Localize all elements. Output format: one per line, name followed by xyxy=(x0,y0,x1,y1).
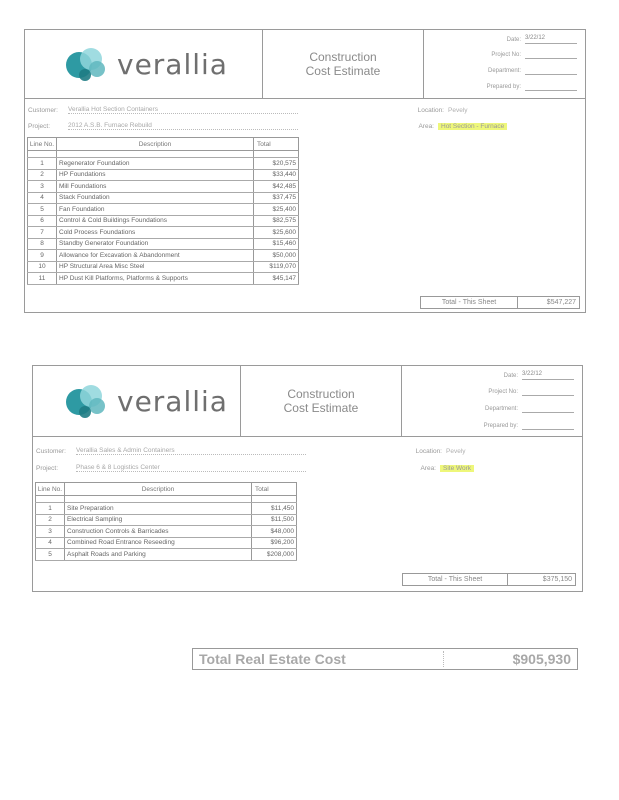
project-no-line xyxy=(458,387,574,396)
area-label: Area: xyxy=(420,464,436,472)
row-no: 3 xyxy=(36,526,65,538)
row-total: $48,000 xyxy=(252,526,297,538)
project-label: Project: xyxy=(28,122,51,130)
row-no: 7 xyxy=(28,227,57,239)
row-total: $11,500 xyxy=(252,514,297,526)
title-line-2: Cost Estimate xyxy=(283,401,359,415)
table-row xyxy=(36,537,297,549)
row-no: 4 xyxy=(36,537,65,549)
row-total: $82,575 xyxy=(254,215,299,227)
row-total: $208,000 xyxy=(252,549,297,561)
logo-cell xyxy=(33,366,241,436)
row-desc: Stack Foundation xyxy=(57,192,254,204)
row-no: 1 xyxy=(28,158,57,170)
row-desc: Mill Foundations xyxy=(57,181,254,193)
logo-cell xyxy=(25,30,263,98)
row-total: $37,475 xyxy=(254,192,299,204)
title-line-1: Construction xyxy=(309,50,377,64)
row-total: $96,200 xyxy=(252,537,297,549)
col-total: Total xyxy=(254,138,299,151)
customer-row xyxy=(33,444,582,458)
project-no-value xyxy=(525,50,577,59)
department-value xyxy=(525,66,577,75)
prepared-by-label: Prepared by: xyxy=(486,83,521,90)
verallia-logo xyxy=(63,382,228,420)
row-desc: Standby Generator Foundation xyxy=(57,238,254,250)
logo-bubbles-icon xyxy=(63,382,111,420)
form-header xyxy=(25,30,585,99)
customer-value: Verallia Hot Section Containers xyxy=(68,106,298,114)
sheet-total-box xyxy=(402,573,576,586)
brand-name: verallia xyxy=(117,384,228,418)
customer-label: Customer: xyxy=(36,447,66,455)
meta-cell xyxy=(402,366,582,436)
prepared-by-line xyxy=(461,82,577,91)
area-value: Hot Section - Furnace xyxy=(438,123,507,130)
row-no: 4 xyxy=(28,192,57,204)
sheet-total-value: $375,150 xyxy=(542,576,572,583)
department-label: Department: xyxy=(484,405,518,412)
meta-cell xyxy=(424,30,585,98)
line-items-table xyxy=(35,482,297,561)
table-row xyxy=(28,273,299,285)
project-row xyxy=(33,461,582,475)
row-total: $42,485 xyxy=(254,181,299,193)
row-desc: Allowance for Excavation & Abandonment xyxy=(57,250,254,262)
row-no: 11 xyxy=(28,273,57,285)
row-desc: Control & Cold Buildings Foundations xyxy=(57,215,254,227)
brand-name: verallia xyxy=(117,47,228,81)
row-no: 10 xyxy=(28,261,57,273)
row-desc: Construction Controls & Barricades xyxy=(65,526,252,538)
title-line-1: Construction xyxy=(287,387,355,401)
estimate-form-1 xyxy=(24,29,586,313)
verallia-logo xyxy=(63,45,228,83)
row-desc: HP Structural Area Misc Steel xyxy=(57,261,254,273)
row-total: $119,070 xyxy=(254,261,299,273)
department-value xyxy=(522,404,574,413)
department-line xyxy=(458,404,574,413)
estimate-form-2 xyxy=(32,365,583,592)
row-desc: Cold Process Foundations xyxy=(57,227,254,239)
line-items-table xyxy=(27,137,299,285)
row-desc: Combined Road Entrance Reseeding xyxy=(65,537,252,549)
row-total: $45,147 xyxy=(254,273,299,285)
prepared-by-line xyxy=(458,421,574,430)
table-row xyxy=(28,227,299,239)
sheet-total-label: Total - This Sheet xyxy=(403,574,508,585)
row-total: $11,450 xyxy=(252,503,297,515)
table-row xyxy=(28,204,299,216)
table-row xyxy=(36,549,297,561)
row-total: $50,000 xyxy=(254,250,299,262)
row-no: 9 xyxy=(28,250,57,262)
form-header xyxy=(33,366,582,437)
row-no: 5 xyxy=(36,549,65,561)
project-no-label: Project No: xyxy=(488,388,518,395)
customer-row xyxy=(25,103,585,117)
row-no: 2 xyxy=(28,169,57,181)
department-label: Department: xyxy=(487,67,521,74)
table-header xyxy=(36,483,297,496)
table-row xyxy=(28,192,299,204)
date-value: 3/22/12 xyxy=(525,35,577,44)
col-total: Total xyxy=(252,483,297,496)
col-line-no: Line No. xyxy=(36,483,65,496)
table-row xyxy=(28,250,299,262)
col-description: Description xyxy=(65,483,252,496)
row-total: $33,440 xyxy=(254,169,299,181)
prepared-by-value xyxy=(525,82,577,91)
row-desc: Regenerator Foundation xyxy=(57,158,254,170)
prepared-by-label: Prepared by: xyxy=(483,422,518,429)
row-no: 8 xyxy=(28,238,57,250)
table-row xyxy=(28,238,299,250)
table-header xyxy=(28,138,299,151)
row-total: $15,460 xyxy=(254,238,299,250)
area-label: Area: xyxy=(418,122,434,130)
table-row xyxy=(36,514,297,526)
row-no: 5 xyxy=(28,204,57,216)
customer-label: Customer: xyxy=(28,106,58,114)
row-no: 6 xyxy=(28,215,57,227)
col-description: Description xyxy=(57,138,254,151)
grand-total-label: Total Real Estate Cost xyxy=(193,651,444,667)
form-title xyxy=(241,366,402,436)
row-desc: Asphalt Roads and Parking xyxy=(65,549,252,561)
row-no: 1 xyxy=(36,503,65,515)
project-row xyxy=(25,119,585,133)
title-line-2: Cost Estimate xyxy=(305,64,381,78)
form-title xyxy=(263,30,424,98)
table-row xyxy=(28,158,299,170)
department-line xyxy=(461,66,577,75)
table-row xyxy=(28,169,299,181)
row-desc: Fan Foundation xyxy=(57,204,254,216)
prepared-by-value xyxy=(522,421,574,430)
table-row xyxy=(28,181,299,193)
row-no: 2 xyxy=(36,514,65,526)
project-no-label: Project No: xyxy=(491,51,521,58)
grand-total-box xyxy=(192,648,578,670)
logo-bubbles-icon xyxy=(63,45,111,83)
date-value: 3/22/12 xyxy=(522,371,574,380)
grand-total-value: $905,930 xyxy=(512,651,571,667)
row-total: $25,400 xyxy=(254,204,299,216)
sheet-total-box xyxy=(420,296,580,309)
date-label: Date: xyxy=(503,372,518,379)
location-value: Pevely xyxy=(446,447,466,455)
row-no: 3 xyxy=(28,181,57,193)
table-row xyxy=(28,215,299,227)
project-no-value xyxy=(522,387,574,396)
row-desc: HP Foundations xyxy=(57,169,254,181)
date-line xyxy=(461,35,577,44)
date-line xyxy=(458,371,574,380)
project-value: 2012 A.S.B. Furnace Rebuild xyxy=(68,122,298,130)
project-label: Project: xyxy=(36,464,59,472)
row-total: $20,575 xyxy=(254,158,299,170)
sheet-total-value: $547,227 xyxy=(546,299,576,306)
table-row xyxy=(36,526,297,538)
project-value: Phase 6 & 8 Logistics Center xyxy=(76,464,306,472)
row-desc: HP Dust Kill Platforms, Platforms & Supports xyxy=(57,273,254,285)
row-desc: Electrical Sampling xyxy=(65,514,252,526)
col-line-no: Line No. xyxy=(28,138,57,151)
table-row xyxy=(28,261,299,273)
location-label: Location: xyxy=(417,106,444,114)
area-value: Site Work xyxy=(440,465,474,472)
date-label: Date: xyxy=(506,36,521,43)
row-desc: Site Preparation xyxy=(65,503,252,515)
location-label: Location: xyxy=(415,447,442,455)
sheet-total-label: Total - This Sheet xyxy=(421,297,518,308)
row-total: $25,600 xyxy=(254,227,299,239)
location-value: Pevely xyxy=(448,106,468,114)
table-row xyxy=(36,503,297,515)
project-no-line xyxy=(461,50,577,59)
customer-value: Verallia Sales & Admin Containers xyxy=(76,447,306,455)
